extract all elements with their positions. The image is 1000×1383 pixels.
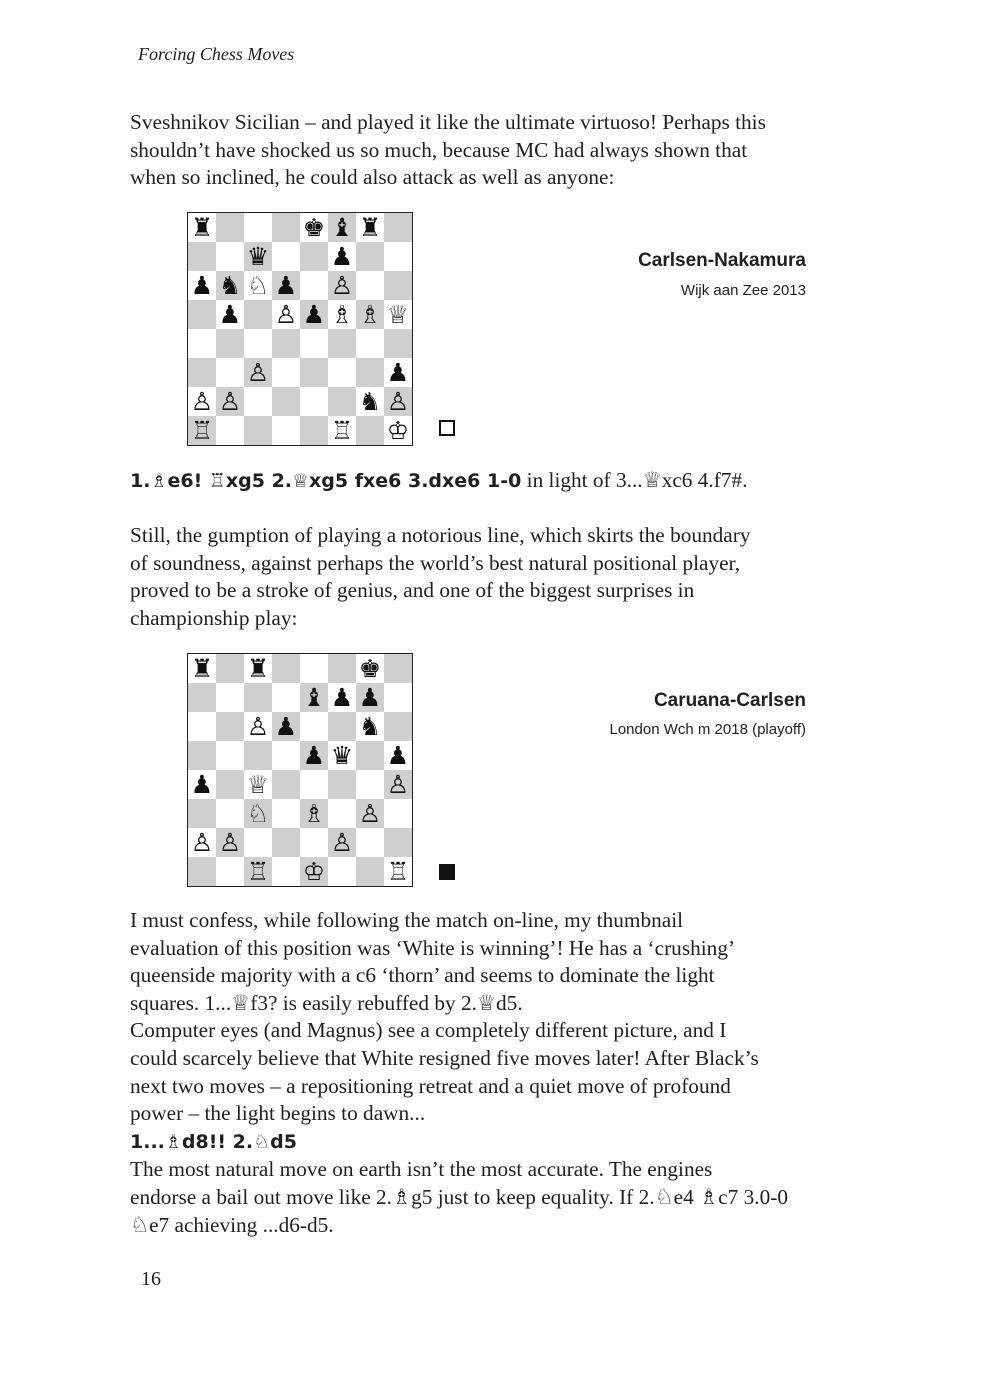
chess-square	[244, 329, 272, 358]
chess-diagram-2	[187, 653, 413, 887]
chess-square	[300, 271, 328, 300]
chess-piece-square: ♔	[384, 416, 412, 445]
chess-piece-square: ♖	[328, 416, 356, 445]
chess-square	[216, 712, 244, 741]
chess-piece-square: ♗	[300, 799, 328, 828]
chess-piece-square: ♞	[216, 271, 244, 300]
chess-square	[272, 741, 300, 770]
paragraph-context	[130, 522, 870, 632]
chess-piece-square: ♙	[188, 387, 216, 416]
text-line: ♘e7 achieving ...d6-d5.	[130, 1212, 334, 1237]
move-comment: in light of 3...♕xc6 4.f7#.	[521, 468, 748, 492]
text-line: shouldn’t have shocked us so much, because MC had always shown that	[130, 137, 748, 162]
chess-square	[272, 799, 300, 828]
chess-square	[328, 712, 356, 741]
chess-square	[384, 683, 412, 712]
chess-piece-square: ♙	[328, 271, 356, 300]
chess-square	[216, 213, 244, 242]
diagram-2-title: Caruana-Carlsen	[653, 690, 806, 711]
white-to-move-indicator	[439, 420, 455, 436]
text-line: Still, the gumption of playing a notorious line, which skirts the boundary	[130, 523, 751, 547]
chess-square	[216, 741, 244, 770]
chess-square	[328, 799, 356, 828]
chess-piece-square: ♙	[384, 770, 412, 799]
chess-piece-square: ♟	[328, 242, 356, 271]
diagram-2-event: London Wch m 2018 (playoff)	[609, 721, 806, 738]
chess-piece-square: ♟	[328, 683, 356, 712]
page-number: 16	[141, 1268, 161, 1290]
chess-square	[272, 683, 300, 712]
chess-piece-square: ♙	[216, 828, 244, 857]
chess-square	[216, 857, 244, 886]
chess-square	[300, 416, 328, 445]
chess-square	[216, 329, 244, 358]
chess-piece-square: ♙	[244, 358, 272, 387]
chess-square	[244, 828, 272, 857]
chess-square	[272, 329, 300, 358]
chess-square	[356, 271, 384, 300]
chess-square	[272, 828, 300, 857]
chess-piece-square: ♝	[328, 213, 356, 242]
chess-square	[272, 387, 300, 416]
chess-square	[216, 799, 244, 828]
chess-square	[272, 358, 300, 387]
move-sequence: 1.♗e6! ♖xg5 2.♕xg5 fxe6 3.dxe6 1-0	[130, 470, 522, 492]
chess-piece-square: ♚	[356, 654, 384, 683]
chess-piece-square: ♞	[356, 712, 384, 741]
chess-square	[188, 242, 216, 271]
text-line: next two moves – a repositioning retreat and a quiet move of profound	[130, 1073, 731, 1098]
chess-square	[356, 770, 384, 799]
chess-square	[216, 242, 244, 271]
move-sequence: 1...♗d8!! 2.♘d5	[130, 1130, 297, 1153]
chess-piece-square: ♟	[300, 741, 328, 770]
text-line: squares. 1...♕f3? is easily rebuffed by 2.♕d5.	[130, 990, 523, 1015]
chess-square	[272, 242, 300, 271]
chess-piece-square: ♟	[216, 300, 244, 329]
chess-square	[244, 300, 272, 329]
paragraph-intro	[130, 109, 870, 192]
chess-piece-square: ♙	[272, 300, 300, 329]
text-line: The most natural move on earth isn’t the most accurate. The engines	[130, 1157, 713, 1182]
chess-piece-square: ♙	[244, 712, 272, 741]
chess-piece-square: ♕	[244, 770, 272, 799]
chess-square	[328, 770, 356, 799]
chess-piece-square: ♔	[300, 857, 328, 886]
chess-square	[328, 857, 356, 886]
chess-square	[356, 857, 384, 886]
text-line: Sveshnikov Sicilian – and played it like the ultimate virtuoso! Perhaps this	[130, 110, 766, 134]
chess-square	[188, 300, 216, 329]
chess-square	[272, 416, 300, 445]
chess-square	[188, 329, 216, 358]
chess-piece-square: ♟	[188, 271, 216, 300]
chess-piece-square: ♚	[300, 213, 328, 242]
chess-piece-square: ♟	[272, 271, 300, 300]
chess-square	[244, 387, 272, 416]
chess-square	[244, 213, 272, 242]
text-line: when so inclined, he could also attack as well as anyone:	[130, 165, 615, 190]
chess-square	[328, 654, 356, 683]
chess-square	[300, 654, 328, 683]
chess-square	[216, 683, 244, 712]
chess-piece-square: ♛	[244, 242, 272, 271]
chess-square	[244, 741, 272, 770]
chess-square	[272, 770, 300, 799]
chess-piece-square: ♟	[384, 358, 412, 387]
chess-piece-square: ♖	[384, 857, 412, 886]
chess-square	[328, 329, 356, 358]
chess-square	[384, 329, 412, 358]
chess-diagram-1	[187, 212, 413, 446]
chess-square	[384, 654, 412, 683]
chess-square	[384, 712, 412, 741]
chess-square	[272, 213, 300, 242]
text-line: power – the light begins to dawn...	[130, 1101, 426, 1126]
chess-piece-square: ♛	[328, 741, 356, 770]
chess-piece-square: ♙	[216, 387, 244, 416]
chess-square	[300, 358, 328, 387]
text-line: endorse a bail out move like 2.♗g5 just to keep equality. If 2.♘e4 ♗c7 3.0-0	[130, 1184, 788, 1209]
chess-square	[216, 770, 244, 799]
chess-square	[216, 358, 244, 387]
text-line: evaluation of this position was ‘White is winning’! He has a ‘crushing’	[130, 935, 736, 960]
chess-square	[356, 242, 384, 271]
chess-piece-square: ♜	[244, 654, 272, 683]
chess-piece-square: ♖	[188, 416, 216, 445]
chess-square	[384, 799, 412, 828]
chess-piece-square: ♟	[188, 770, 216, 799]
chess-square	[300, 242, 328, 271]
text-line: proved to be a stroke of genius, and one of the biggest surprises in	[130, 578, 695, 603]
chess-piece-square: ♕	[384, 300, 412, 329]
chess-square	[188, 857, 216, 886]
chess-square	[384, 828, 412, 857]
chess-square	[384, 271, 412, 300]
diagram-1-title: Carlsen-Nakamura	[638, 250, 806, 271]
chess-square	[272, 654, 300, 683]
text-line: Computer eyes (and Magnus) see a completely different picture, and I	[130, 1018, 727, 1043]
chess-square	[356, 416, 384, 445]
chess-square	[188, 799, 216, 828]
text-line: I must confess, while following the match on-line, my thumbnail	[130, 908, 684, 932]
chess-piece-square: ♗	[356, 300, 384, 329]
chess-piece-square: ♘	[244, 271, 272, 300]
chess-piece-square: ♙	[188, 828, 216, 857]
chess-square	[300, 712, 328, 741]
chess-square	[188, 741, 216, 770]
chess-piece-square: ♜	[188, 654, 216, 683]
chess-square	[216, 654, 244, 683]
chess-square	[188, 358, 216, 387]
chess-square	[272, 857, 300, 886]
chess-piece-square: ♙	[328, 828, 356, 857]
chess-square	[356, 329, 384, 358]
chess-square	[300, 770, 328, 799]
chess-piece-square: ♙	[384, 387, 412, 416]
chess-square	[188, 683, 216, 712]
chess-piece-square: ♝	[300, 683, 328, 712]
chess-square	[356, 741, 384, 770]
chess-square	[300, 387, 328, 416]
chess-square	[384, 242, 412, 271]
chess-square	[216, 416, 244, 445]
chess-piece-square: ♟	[356, 683, 384, 712]
chess-square	[300, 329, 328, 358]
chess-piece-square: ♟	[272, 712, 300, 741]
chess-square	[328, 387, 356, 416]
chess-piece-square: ♟	[384, 741, 412, 770]
chess-piece-square: ♜	[188, 213, 216, 242]
diagram-1-event: Wijk aan Zee 2013	[680, 282, 806, 299]
text-line: could scarcely believe that White resigned five moves later! After Black’s	[130, 1045, 759, 1070]
chess-piece-square: ♗	[328, 300, 356, 329]
text-line: of soundness, against perhaps the world’s best natural positional player,	[130, 550, 741, 575]
text-line: championship play:	[130, 605, 298, 630]
chess-square	[384, 213, 412, 242]
chess-square	[356, 828, 384, 857]
chess-square	[300, 828, 328, 857]
chess-piece-square: ♖	[244, 857, 272, 886]
text-line: queenside majority with a c6 ‘thorn’ and seems to dominate the light	[130, 963, 715, 988]
black-to-move-indicator	[439, 864, 455, 880]
chess-square	[328, 358, 356, 387]
paragraph-analysis	[130, 907, 870, 1239]
chess-piece-square: ♙	[356, 799, 384, 828]
chess-square	[356, 358, 384, 387]
chess-piece-square: ♟	[300, 300, 328, 329]
moves-line-1	[130, 467, 870, 496]
chess-square	[244, 683, 272, 712]
chess-square	[244, 416, 272, 445]
chess-piece-square: ♘	[244, 799, 272, 828]
chess-piece-square: ♜	[356, 213, 384, 242]
chess-square	[188, 712, 216, 741]
running-head: Forcing Chess Moves	[138, 44, 295, 64]
chess-piece-square: ♞	[356, 387, 384, 416]
